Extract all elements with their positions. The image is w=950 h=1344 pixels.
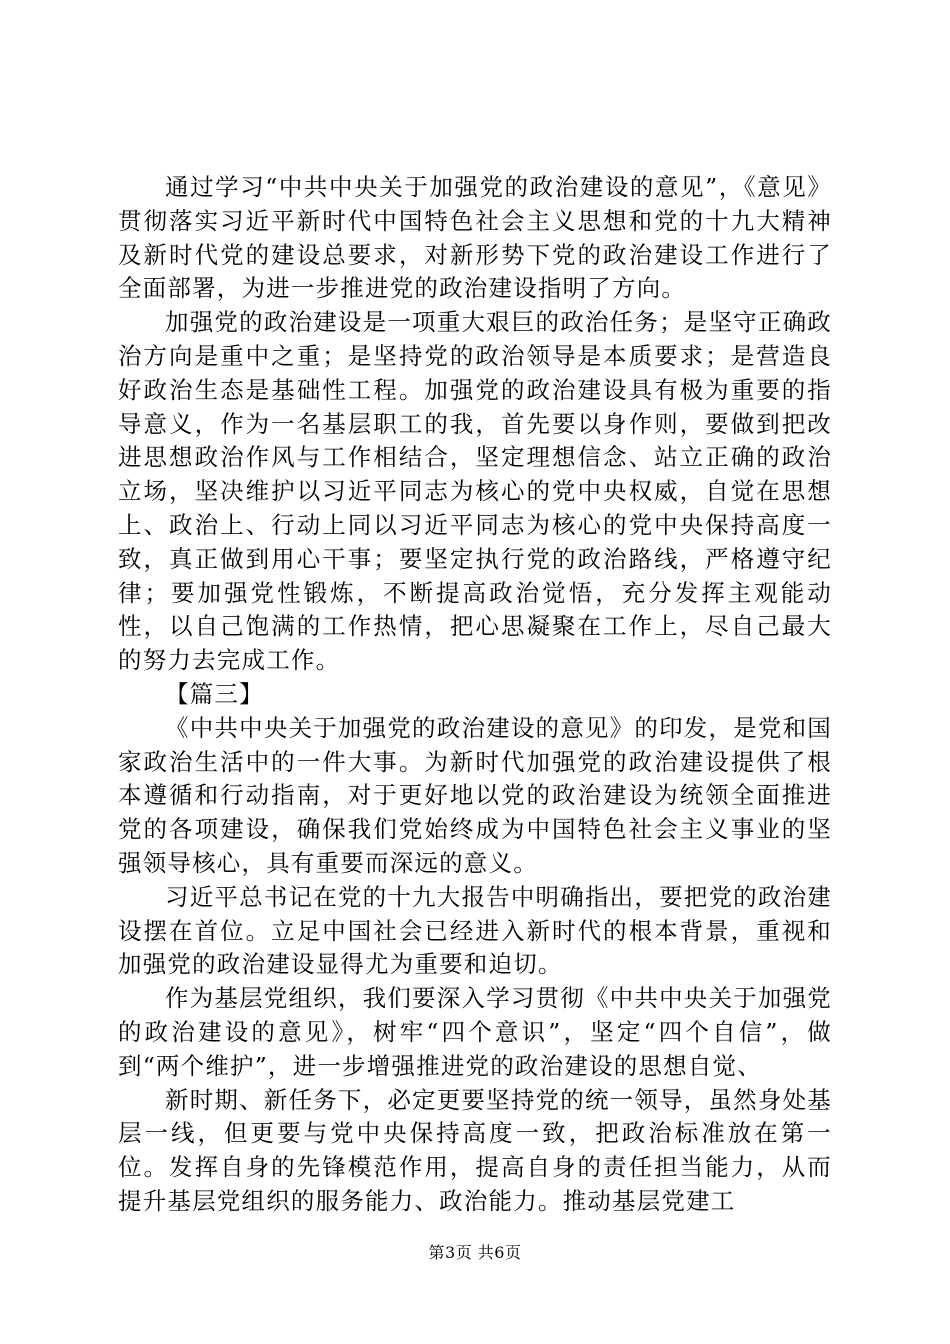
page-footer bbox=[0, 1243, 950, 1263]
page-number-label: 第3页 共6页 bbox=[428, 1243, 522, 1262]
document-body bbox=[118, 171, 832, 1219]
paragraph-grassroots-organization: 作为基层党组织，我们要深入学习贯彻《中共中央关于加强党的政治建设的意见》，树牢“四个意识”，坚定“四个自信”，做到“两个维护”，进一步增强推进党的政治建设的思想自觉、 bbox=[118, 984, 832, 1080]
paragraph-political-building: 加强党的政治建设是一项重大艰巨的政治任务；是坚守正确政治方向是重中之重；是坚持党的政治领导是本质要求；是营造良好政治生态是基础性工程。加强党的政治建设具有极为重要的指导意义，作为一名基层职工的我，首先要以身作则，要做到把改进思想政治作风与工作相结合，坚定理想信念、站立正确的政治立场，坚决维护以习近平同志为核心的党中央权威，自觉在思想上、政治上、行动上同以习近平同志为核心的党中央保持高度一致，真正做到用心干事；要坚定执行党的政治路线，严格遵守纪律；要加强党性锻炼，不断提高政治觉悟，充分发挥主观能动性，以自己饱满的工作热情，把心思凝聚在工作上，尽自己最大的努力去完成工作。 bbox=[118, 308, 832, 675]
paragraph-nineteenth-congress: 习近平总书记在党的十九大报告中明确指出，要把党的政治建设摆在首位。立足中国社会已经进入新时代的根本背景，重视和加强党的政治建设显得尤为重要和迫切。 bbox=[118, 882, 832, 979]
section-heading-part-three: 【篇三】 bbox=[165, 679, 264, 708]
paragraph-new-era-tasks: 新时期、新任务下，必定更要坚持党的统一领导，虽然身处基层一线，但更要与党中央保持高度一致，把政治标准放在第一位。发挥自身的先锋模范作用，提高自身的责任担当能力，从而提升基层党组织的服务能力、政治能力。推动基层党建工 bbox=[118, 1085, 832, 1215]
paragraph-opinion-release: 《中共中央关于加强党的政治建设的意见》的印发，是党和国家政治生活中的一件大事。为新时代加强党的政治建设提供了根本遵循和行动指南，对于更好地以党的政治建设为统领全面推进党的各项建设，确保我们党始终成为中国特色社会主义事业的坚强领导核心，具有重要而深远的意义。 bbox=[118, 713, 832, 877]
paragraph-intro: 通过学习“中共中央关于加强党的政治建设的意见”，《意见》贯彻落实习近平新时代中国特色社会主义思想和党的十九大精神及新时代党的建设总要求，对新形势下党的政治建设工作进行了全面部署，为进一步推进党的政治建设指明了方向。 bbox=[118, 173, 832, 303]
